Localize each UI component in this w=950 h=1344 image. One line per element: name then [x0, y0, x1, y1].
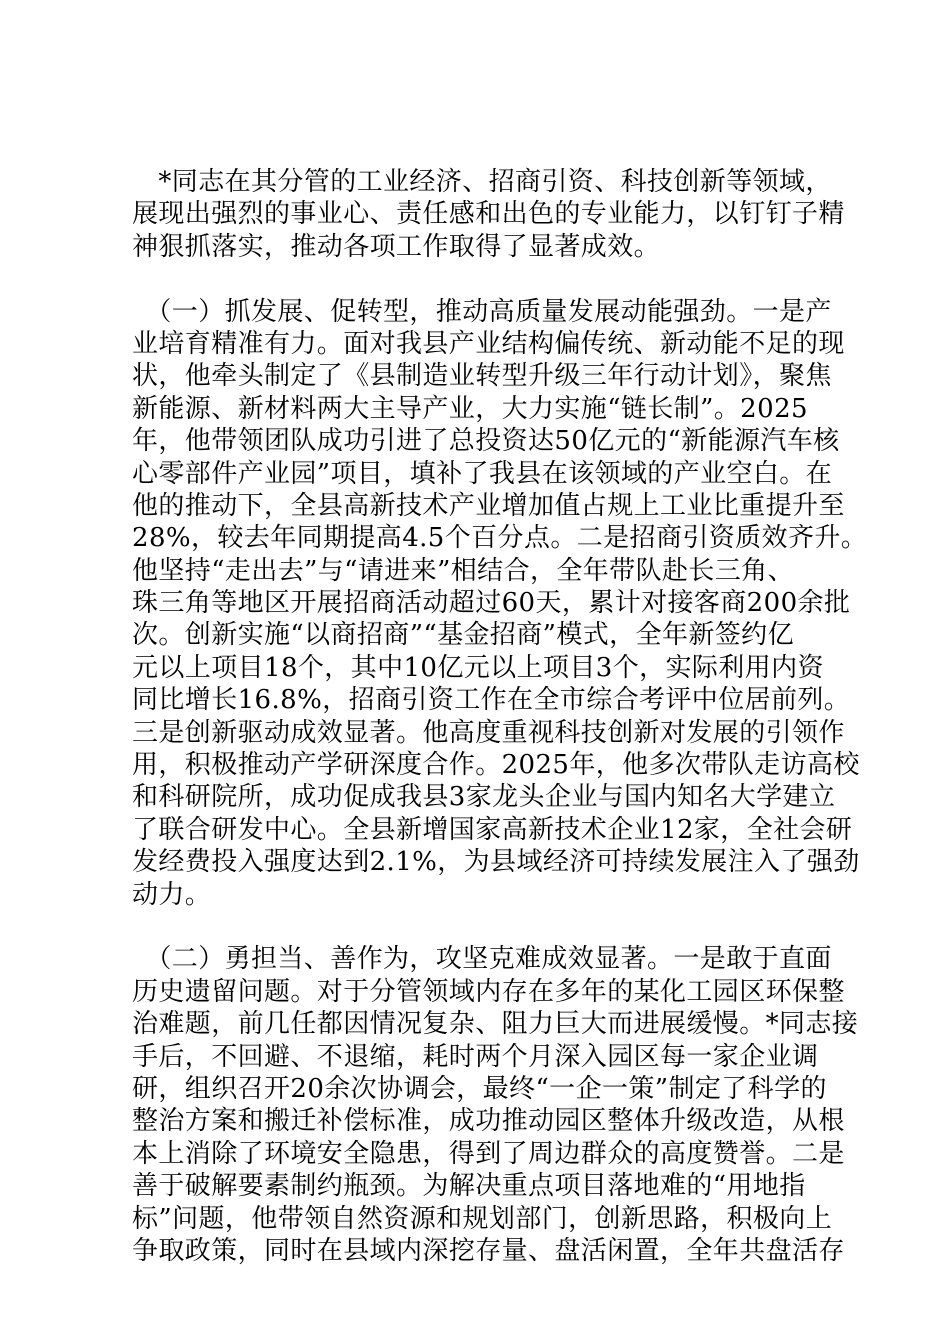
text-line: 三是创新驱动成效显著。他高度重视科技创新对发展的引领作 [132, 717, 845, 748]
text-line: 他坚持“走出去”与“请进来”相结合，全年带队赴长三角、 [132, 555, 794, 586]
text-line: 手后，不回避、不退缩，耗时两个月深入园区每一家企业调 [132, 1041, 819, 1072]
text-line: 同比增长16.8%，招商引资工作在全市综合考评中位居前列。 [132, 685, 851, 716]
text-line: 用，积极推动产学研深度合作。2025年，他多次带队走访高校 [132, 750, 860, 781]
text-line: 本上消除了环境安全隐患，得到了周边群众的高度赞誉。二是 [132, 1138, 845, 1169]
text-line: 次。创新实施“以商招商”“基金招商”模式，全年新签约亿 [132, 620, 794, 651]
text-line: 治难题，前几任都因情况复杂、阻力巨大而进展缓慢。*同志接 [132, 1009, 859, 1040]
text-line: 争取政策，同时在县域内深挖存量、盘活闲置，全年共盘活存 [132, 1235, 845, 1266]
text-line: 善于破解要素制约瓶颈。为解决重点项目落地难的“用地指 [132, 1171, 806, 1202]
paragraph-1 [132, 166, 845, 263]
paragraph-gap [132, 911, 828, 943]
paragraph-3 [132, 943, 859, 1267]
document-body [132, 166, 868, 1267]
text-line: 和科研院所，成功促成我县3家龙头企业与国内知名大学建立 [132, 782, 836, 813]
text-line: 历史遗留问题。对于分管领域内存在多年的某化工园区环保整 [132, 976, 845, 1007]
text-line: 元以上项目18个，其中10亿元以上项目3个，实际利用内资 [132, 652, 824, 683]
text-line: 发经费投入强度达到2.1%，为县域经济可持续发展注入了强劲 [132, 847, 860, 878]
text-line: 标”问题，他带领自然资源和规划部门，创新思路，积极向上 [132, 1203, 833, 1234]
text-line: （一）抓发展、促转型，推动高质量发展动能强劲。一是产 [132, 296, 832, 327]
text-line: 神狠抓落实，推动各项工作取得了显著成效。 [132, 231, 661, 262]
text-line: （二）勇担当、善作为，攻坚克难成效显著。一是敢于直面 [132, 944, 832, 975]
text-line: 业培育精准有力。面对我县产业结构偏传统、新动能不足的现 [132, 328, 845, 359]
text-line: 新能源、新材料两大主导产业，大力实施“链长制”。2025 [132, 393, 808, 424]
text-line: 心零部件产业园”项目，填补了我县在该领域的产业空白。在 [132, 458, 833, 489]
text-line: 展现出强烈的事业心、责任感和出色的专业能力，以钉钉子精 [132, 199, 845, 230]
text-line: 状，他牵头制定了《县制造业转型升级三年行动计划》，聚焦 [132, 361, 832, 392]
text-line: 研，组织召开20余次协调会，最终“一企一策”制定了科学的 [132, 1073, 827, 1104]
text-line: 28%，较去年同期提高4.5个百分点。二是招商引资质效齐升。 [132, 523, 868, 554]
text-line: 动力。 [132, 879, 212, 910]
text-line: 了联合研发中心。全县新增国家高新技术企业12家，全社会研 [132, 814, 853, 845]
text-line: 整治方案和搬迁补偿标准，成功推动园区整体升级改造，从根 [132, 1106, 845, 1137]
paragraph-gap [132, 263, 828, 295]
text-line: 珠三角等地区开展招商活动超过60天，累计对接客商200余批 [132, 588, 851, 619]
text-line: 年，他带领团队成功引进了总投资达50亿元的“新能源汽车核 [132, 426, 840, 457]
text-line: *同志在其分管的工业经济、招商引资、科技创新等领域， [132, 167, 832, 197]
text-line: 他的推动下，全县高新技术产业增加值占规上工业比重提升至 [132, 490, 845, 521]
paragraph-2 [132, 296, 868, 911]
